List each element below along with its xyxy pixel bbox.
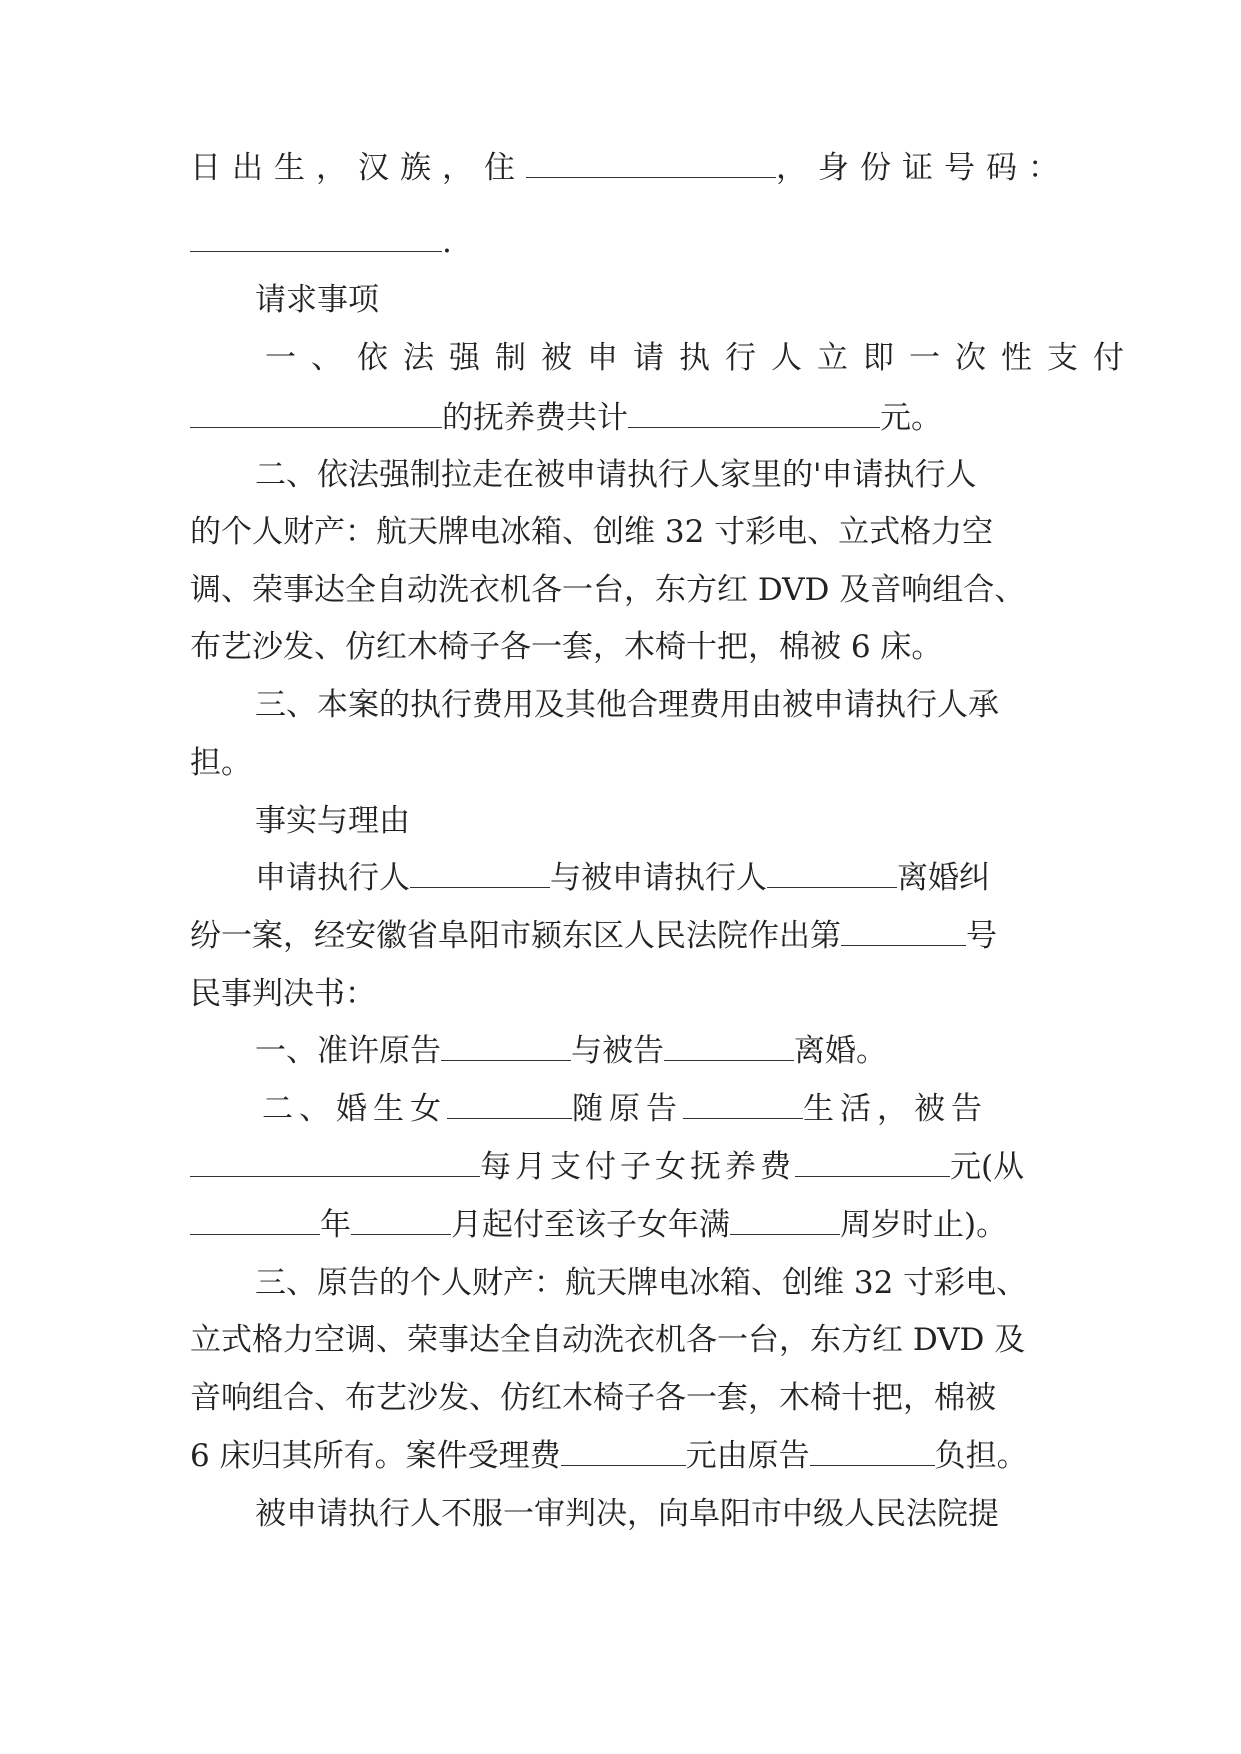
- text-segment: 元。: [880, 400, 942, 436]
- text-segment: 月起付至该子女年满: [451, 1207, 730, 1243]
- fill-in-blank: [410, 861, 550, 888]
- text-segment: 布艺沙发、仿红木椅子各一套，木椅十把，棉被 6 床。: [190, 629, 943, 665]
- section-heading: [255, 280, 379, 320]
- text-segment: 民事判决书：: [190, 976, 376, 1012]
- text-segment: 二、婚生女: [262, 1091, 447, 1127]
- text-line: [190, 1320, 1025, 1360]
- text-segment: 生活，被告: [803, 1091, 988, 1127]
- text-segment: 元(从: [950, 1149, 1025, 1185]
- text-line: [265, 338, 1139, 378]
- text-line: [255, 1494, 999, 1534]
- fill-in-blank: [190, 225, 442, 252]
- fill-in-blank: [683, 1092, 803, 1119]
- fill-in-blank: [664, 1034, 794, 1061]
- text-segment: 一、准许原告: [255, 1033, 441, 1069]
- text-segment: 的抚养费共计: [442, 400, 628, 436]
- text-segment: 元由原告: [685, 1438, 810, 1474]
- text-segment: 离婚。: [794, 1033, 887, 1069]
- text-line: [190, 627, 942, 667]
- text-segment: 事实与理由: [255, 803, 410, 839]
- text-segment: 每月支付子女抚养费: [480, 1149, 795, 1185]
- text-segment: 日出生，汉族，住: [190, 150, 526, 186]
- text-line: [190, 1205, 1007, 1245]
- text-segment: 负担。: [934, 1438, 1028, 1474]
- text-segment: .: [442, 224, 452, 260]
- fill-in-blank: [190, 1208, 320, 1235]
- text-line: [255, 1031, 887, 1071]
- text-line: [190, 570, 1025, 610]
- text-segment: 音响组合、布艺沙发、仿红木椅子各一套，木椅十把，棉被: [190, 1380, 996, 1416]
- text-line: [190, 1378, 996, 1418]
- fill-in-blank: [628, 401, 880, 428]
- section-heading: [255, 801, 410, 841]
- text-segment: 纷一案，经安徽省阜阳市颍东区人民法院作出第: [190, 918, 841, 954]
- fill-in-blank: [351, 1208, 451, 1235]
- text-segment: ，身份证号码：: [776, 150, 1070, 186]
- text-line: [190, 222, 452, 262]
- text-line: [190, 148, 1070, 188]
- text-segment: 三、原告的个人财产：航天牌电冰箱、创维 32 寸彩电、: [255, 1265, 1028, 1301]
- text-segment: 与被告: [571, 1033, 664, 1069]
- text-line: [255, 455, 977, 495]
- fill-in-blank: [561, 1439, 686, 1466]
- text-segment: 申请执行人: [255, 860, 410, 896]
- text-line: [262, 1089, 988, 1129]
- text-line: [255, 858, 990, 898]
- text-line: [190, 743, 252, 783]
- text-segment: 与被申请执行人: [550, 860, 767, 896]
- text-segment: 周岁时止)。: [840, 1207, 1008, 1243]
- fill-in-blank: [767, 861, 897, 888]
- text-segment: 立式格力空调、荣事达全自动洗衣机各一台，东方红 DVD 及: [190, 1322, 1026, 1358]
- fill-in-blank: [190, 401, 442, 428]
- text-line: [255, 685, 999, 725]
- text-line: [190, 398, 942, 438]
- fill-in-blank: [730, 1208, 840, 1235]
- fill-in-blank: [841, 919, 966, 946]
- text-line: [190, 1147, 1024, 1187]
- text-segment: 三、本案的执行费用及其他合理费用由被申请执行人承: [255, 687, 999, 723]
- text-segment: 一、依法强制被申请执行人立即一次性支付: [265, 340, 1139, 376]
- text-segment: 随原告: [572, 1091, 683, 1127]
- text-segment: 请求事项: [255, 282, 379, 318]
- text-segment: 6 床归其所有。案件受理费: [190, 1438, 561, 1474]
- text-segment: 号: [966, 918, 997, 954]
- fill-in-blank: [441, 1034, 571, 1061]
- text-segment: 调、荣事达全自动洗衣机各一台，东方红 DVD 及音响组合、: [190, 572, 1026, 608]
- text-line: [190, 1436, 1028, 1476]
- fill-in-blank: [526, 151, 776, 178]
- text-segment: 担。: [190, 745, 252, 781]
- fill-in-blank: [447, 1092, 572, 1119]
- text-segment: 二、依法强制拉走在被申请执行人家里的'申请执行人: [255, 457, 977, 493]
- text-line: [190, 974, 376, 1014]
- text-line: [255, 1263, 1027, 1303]
- text-segment: 年: [320, 1207, 351, 1243]
- fill-in-blank: [795, 1150, 950, 1177]
- text-segment: 离婚纠: [897, 860, 990, 896]
- fill-in-blank: [810, 1439, 935, 1466]
- text-segment: 的个人财产：航天牌电冰箱、创维 32 寸彩电、立式格力空: [190, 514, 994, 550]
- text-line: [190, 512, 993, 552]
- text-segment: 被申请执行人不服一审判决，向阜阳市中级人民法院提: [255, 1496, 999, 1532]
- text-line: [190, 916, 997, 956]
- fill-in-blank: [190, 1150, 480, 1177]
